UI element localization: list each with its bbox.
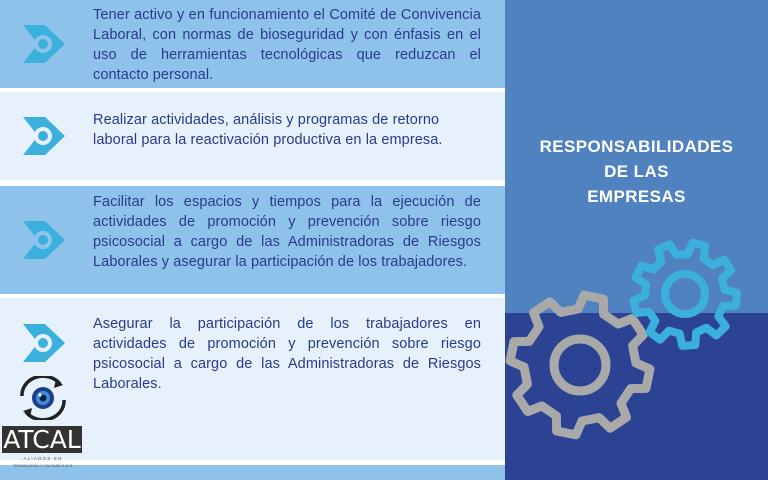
chevron-target-icon [18,318,68,368]
panel-title [505,134,768,209]
chevron-target-icon [18,215,68,265]
item-text: Asegurar la participación de los trabajadores en actividades de promoción y prevención sobre riesgo psicosocial a cargo de las Administradoras de Riesgos Laborales. [93,316,481,392]
gray-gear-icon [510,295,650,435]
list-item [0,0,505,88]
logo-tagline-2: TECNOLOGÍA Y CALIDAD S.A.S. [12,463,74,468]
cyan-gear-icon [633,243,737,346]
item-text: Facilitar los espacios y tiempos para la ejecución de actividades de promoción y prevención sobre riesgo psicosocial a cargo de las Administradoras de Riesgos Laborales y asegurar la participación de los trabajadores. [93,194,481,270]
gears-icon [505,232,768,480]
item-text: Tener activo y en funcionamiento el Comité de Convivencia Laboral, con normas de bioseguridad y con énfasis en el uso de herramientas tecnológicas que reduzcan el contacto personal. [93,7,481,83]
logo-tagline: ALIADOS EN [23,456,63,461]
list-item [0,186,505,294]
panel-title-line: DE LAS [604,162,669,181]
chevron-target-icon [18,19,68,69]
title-panel [505,0,768,480]
eye-logo-icon [16,376,70,420]
logo-wordmark: ATCAL [3,425,81,454]
panel-title-line: EMPRESAS [587,187,686,206]
item-text: Realizar actividades, análisis y programas de retorno laboral para la reactivación productiva en la empresa. [93,112,443,148]
chevron-target-icon [18,111,68,161]
panel-title-line: RESPONSABILIDADES [539,137,734,156]
company-logo [2,376,84,480]
list-item [0,92,505,180]
